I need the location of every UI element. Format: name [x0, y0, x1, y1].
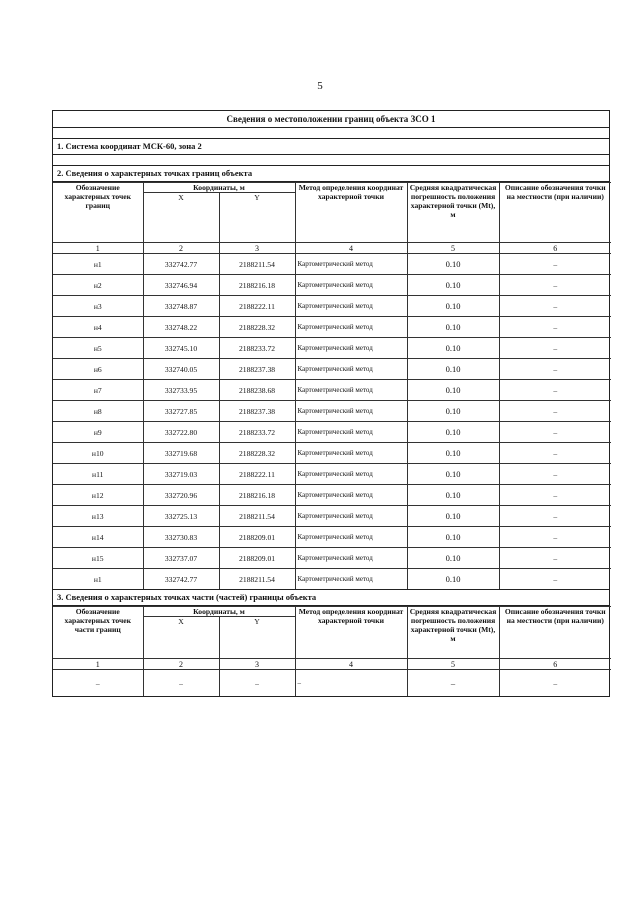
accuracy-cell: 0.10 — [407, 569, 499, 590]
column-index: 6 — [499, 243, 611, 254]
column-index: 2 — [143, 659, 219, 670]
description-cell: – — [499, 569, 611, 590]
coord-y: 2188211.54 — [219, 254, 295, 275]
method-cell: Картометрический метод — [295, 254, 407, 275]
coord-x: 332733.95 — [143, 380, 219, 401]
coord-y: 2188211.54 — [219, 506, 295, 527]
coord-x: 332742.77 — [143, 569, 219, 590]
header-description: Описание обозначения точки на местности (при наличии) — [499, 183, 611, 243]
table-row — [53, 317, 611, 338]
document-form — [52, 110, 610, 697]
method-cell: Картометрический метод — [295, 485, 407, 506]
header-accuracy: Средняя квадратическая погрешность положения характерной точки (Mt), м — [407, 607, 499, 659]
method-cell: Картометрический метод — [295, 359, 407, 380]
method-cell: Картометрический метод — [295, 338, 407, 359]
accuracy-cell: 0.10 — [407, 527, 499, 548]
column-index-row — [53, 243, 611, 254]
accuracy-cell: 0.10 — [407, 317, 499, 338]
method-cell: Картометрический метод — [295, 527, 407, 548]
table-row — [53, 485, 611, 506]
description-cell: – — [499, 380, 611, 401]
description-cell: – — [499, 254, 611, 275]
accuracy-cell: 0.10 — [407, 275, 499, 296]
accuracy-cell: 0.10 — [407, 380, 499, 401]
description-cell: – — [499, 485, 611, 506]
accuracy-cell: 0.10 — [407, 422, 499, 443]
method-cell: Картометрический метод — [295, 569, 407, 590]
table-row — [53, 443, 611, 464]
header-designation: Обозначение характерных точек границ — [53, 183, 143, 243]
column-index: 4 — [295, 659, 407, 670]
point-name: н15 — [53, 548, 143, 569]
description-cell: – — [499, 506, 611, 527]
point-name: – — [53, 670, 143, 697]
header-x: X — [143, 193, 219, 243]
header-y: Y — [219, 193, 295, 243]
method-cell: Картометрический метод — [295, 380, 407, 401]
description-cell: – — [499, 443, 611, 464]
header-designation: Обозначение характерных точек части границ — [53, 607, 143, 659]
accuracy-cell: 0.10 — [407, 338, 499, 359]
column-index-row — [53, 659, 611, 670]
table-row — [53, 275, 611, 296]
coord-x: 332748.87 — [143, 296, 219, 317]
accuracy-cell: 0.10 — [407, 464, 499, 485]
description-cell: – — [499, 296, 611, 317]
coord-y: 2188209.01 — [219, 527, 295, 548]
point-name: н1 — [53, 569, 143, 590]
part-points-table — [53, 606, 611, 696]
description-cell: – — [499, 338, 611, 359]
table-row — [53, 254, 611, 275]
page-number: 5 — [317, 80, 323, 92]
point-name: н7 — [53, 380, 143, 401]
header-description: Описание обозначения точки на местности (при наличии) — [499, 607, 611, 659]
method-cell: Картометрический метод — [295, 422, 407, 443]
table-row — [53, 464, 611, 485]
coord-y: 2188216.18 — [219, 275, 295, 296]
description-cell: – — [499, 317, 611, 338]
coord-x: 332748.22 — [143, 317, 219, 338]
coord-y: 2188222.11 — [219, 464, 295, 485]
coord-x: 332737.07 — [143, 548, 219, 569]
coord-y: 2188238.68 — [219, 380, 295, 401]
coord-y: – — [219, 670, 295, 697]
coord-x: 332730.83 — [143, 527, 219, 548]
coord-y: 2188211.54 — [219, 569, 295, 590]
coord-x: 332720.96 — [143, 485, 219, 506]
coord-y: 2188222.11 — [219, 296, 295, 317]
method-cell: Картометрический метод — [295, 464, 407, 485]
table-row — [53, 359, 611, 380]
method-cell: Картометрический метод — [295, 317, 407, 338]
method-cell: Картометрический метод — [295, 401, 407, 422]
header-coords: Координаты, м — [143, 183, 295, 193]
point-name: н5 — [53, 338, 143, 359]
column-index: 1 — [53, 659, 143, 670]
coord-x: 332722.80 — [143, 422, 219, 443]
coord-x: 332719.03 — [143, 464, 219, 485]
description-cell: – — [499, 422, 611, 443]
header-method: Метод определения координат характерной точки — [295, 183, 407, 243]
table-row — [53, 548, 611, 569]
accuracy-cell: 0.10 — [407, 548, 499, 569]
spacer-row — [53, 155, 609, 166]
points-table — [53, 182, 611, 589]
coord-x: 332740.05 — [143, 359, 219, 380]
accuracy-cell: 0.10 — [407, 254, 499, 275]
table-row — [53, 569, 611, 590]
spacer-row — [53, 128, 609, 139]
section-part-points: 3. Сведения о характерных точках части (частей) границы объекта — [53, 589, 609, 606]
header-accuracy: Средняя квадратическая погрешность положения характерной точки (Mt), м — [407, 183, 499, 243]
coord-y: 2188237.38 — [219, 359, 295, 380]
point-name: н13 — [53, 506, 143, 527]
description-cell: – — [499, 670, 611, 697]
description-cell: – — [499, 275, 611, 296]
table-row — [53, 527, 611, 548]
point-name: н2 — [53, 275, 143, 296]
method-cell: – — [295, 670, 407, 697]
point-name: н12 — [53, 485, 143, 506]
coord-y: 2188237.38 — [219, 401, 295, 422]
column-index: 3 — [219, 659, 295, 670]
column-index: 3 — [219, 243, 295, 254]
column-index: 4 — [295, 243, 407, 254]
accuracy-cell: 0.10 — [407, 485, 499, 506]
method-cell: Картометрический метод — [295, 275, 407, 296]
table-row — [53, 422, 611, 443]
point-name: н4 — [53, 317, 143, 338]
point-name: н14 — [53, 527, 143, 548]
table-row — [53, 338, 611, 359]
accuracy-cell: 0.10 — [407, 443, 499, 464]
coord-y: 2188228.32 — [219, 317, 295, 338]
coord-y: 2188216.18 — [219, 485, 295, 506]
coord-x: 332727.85 — [143, 401, 219, 422]
header-x: X — [143, 617, 219, 659]
coord-x: 332742.77 — [143, 254, 219, 275]
table-row — [53, 670, 611, 697]
description-cell: – — [499, 548, 611, 569]
method-cell: Картометрический метод — [295, 443, 407, 464]
coord-y: 2188233.72 — [219, 422, 295, 443]
column-index: 5 — [407, 243, 499, 254]
accuracy-cell: 0.10 — [407, 359, 499, 380]
description-cell: – — [499, 464, 611, 485]
description-cell: – — [499, 359, 611, 380]
point-name: н9 — [53, 422, 143, 443]
table-row — [53, 296, 611, 317]
coord-y: 2188228.32 — [219, 443, 295, 464]
point-name: н10 — [53, 443, 143, 464]
coord-x: 332746.94 — [143, 275, 219, 296]
coord-x: – — [143, 670, 219, 697]
coord-y: 2188233.72 — [219, 338, 295, 359]
point-name: н3 — [53, 296, 143, 317]
column-index: 2 — [143, 243, 219, 254]
table-row — [53, 401, 611, 422]
point-name: н1 — [53, 254, 143, 275]
point-name: н6 — [53, 359, 143, 380]
header-method: Метод определения координат характерной точки — [295, 607, 407, 659]
method-cell: Картометрический метод — [295, 506, 407, 527]
accuracy-cell: 0.10 — [407, 506, 499, 527]
accuracy-cell: 0.10 — [407, 401, 499, 422]
header-y: Y — [219, 617, 295, 659]
point-name: н8 — [53, 401, 143, 422]
document-title: Сведения о местоположении границ объекта ЗСО 1 — [53, 111, 609, 128]
column-index: 6 — [499, 659, 611, 670]
column-index: 1 — [53, 243, 143, 254]
accuracy-cell: – — [407, 670, 499, 697]
table-row — [53, 506, 611, 527]
column-index: 5 — [407, 659, 499, 670]
coord-x: 332745.10 — [143, 338, 219, 359]
section-coordinate-system: 1. Система координат МСК-60, зона 2 — [53, 139, 609, 155]
description-cell: – — [499, 527, 611, 548]
coord-y: 2188209.01 — [219, 548, 295, 569]
header-coords: Координаты, м — [143, 607, 295, 617]
table-row — [53, 380, 611, 401]
coord-x: 332719.68 — [143, 443, 219, 464]
accuracy-cell: 0.10 — [407, 296, 499, 317]
section-characteristic-points: 2. Сведения о характерных точках границ объекта — [53, 166, 609, 182]
description-cell: – — [499, 401, 611, 422]
method-cell: Картометрический метод — [295, 548, 407, 569]
coord-x: 332725.13 — [143, 506, 219, 527]
method-cell: Картометрический метод — [295, 296, 407, 317]
point-name: н11 — [53, 464, 143, 485]
